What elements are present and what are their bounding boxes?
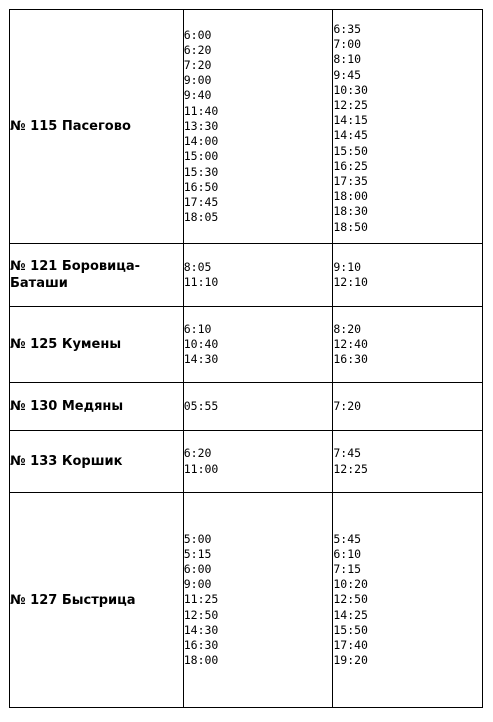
route-name-line: № 133 Коршик [10,454,123,469]
route-name-line: Баташи [10,276,68,291]
route-name-line: № 127 Быстрица [10,592,136,608]
route-row-133 [10,431,483,493]
return-times-cell [333,307,483,383]
time-entry: 10:40 [183,336,219,351]
departure-times-cell [183,244,333,307]
time-entry: 14:15 [333,113,368,128]
route-name-cell [10,244,184,307]
route-row-130 [10,383,483,431]
time-entry: 9:00 [183,577,212,592]
time-entry: 19:20 [333,653,368,668]
time-entry: 9:45 [333,67,362,82]
time-entry: 17:35 [333,174,368,189]
route-name-line: № 130 Медяны [10,399,124,414]
time-entry: 15:50 [333,622,368,637]
time-entry: 14:30 [183,622,219,637]
return-times-cell [333,431,483,493]
departure-times-cell [183,431,333,493]
time-entry: 13:30 [183,118,219,133]
time-entry: 9:00 [183,73,212,88]
time-entry: 14:30 [183,352,219,367]
time-entry: 9:40 [183,88,212,103]
time-entry: 05:55 [183,398,219,413]
time-entry: 6:10 [183,321,212,336]
time-entry: 15:00 [183,149,219,164]
route-name-cell [10,307,184,383]
time-entry: 16:30 [333,352,368,367]
time-entry: 7:15 [333,561,362,576]
time-entry: 10:20 [333,577,368,592]
time-entry: 15:50 [333,143,368,158]
time-entry: 6:35 [333,22,362,36]
return-times-cell [333,383,483,431]
time-entry: 17:45 [183,194,219,209]
time-entry: 11:10 [183,275,219,289]
time-entry: 12:25 [333,98,368,113]
route-name-line: № 115 Пасегово [10,119,131,134]
time-entry: 18:30 [333,204,368,219]
time-entry: 14:45 [333,128,368,143]
time-entry: 18:00 [333,189,368,204]
time-entry: 6:10 [333,546,362,561]
time-entry: 16:50 [183,179,219,194]
route-row-125 [10,307,483,383]
time-entry: 16:25 [333,158,368,173]
time-entry: 18:50 [333,219,368,234]
time-entry: 18:00 [183,653,219,668]
route-row-115 [10,10,483,244]
time-entry: 5:15 [183,546,212,561]
time-entry: 14:25 [333,607,368,622]
time-entry: 12:10 [333,275,368,289]
time-entry: 15:30 [183,164,219,179]
return-times-cell [333,493,483,708]
time-entry: 8:05 [183,259,212,274]
time-entry: 7:45 [333,446,362,461]
departure-times-cell [183,307,333,383]
time-entry: 8:10 [333,52,362,67]
time-entry: 6:20 [183,446,212,461]
route-name-cell [10,493,184,708]
time-entry: 14:00 [183,134,219,149]
time-entry: 7:00 [333,37,362,52]
route-row-121 [10,244,483,307]
time-entry: 5:00 [183,531,212,546]
time-entry: 9:10 [333,259,362,274]
departure-times-cell [183,383,333,431]
route-name-cell [10,10,184,244]
route-name-cell [10,431,184,493]
route-row-127 [10,493,483,708]
time-entry: 12:40 [333,336,368,351]
time-entry: 11:25 [183,592,219,607]
time-entry: 17:40 [333,638,368,652]
time-entry: 6:20 [183,42,212,57]
return-times-cell [333,244,483,307]
bus-schedule-table [9,9,483,708]
time-entry: 16:30 [183,638,219,652]
return-times-cell [333,10,483,244]
time-entry: 12:25 [333,461,368,476]
time-entry: 12:50 [183,607,219,622]
time-entry: 7:20 [333,398,362,413]
time-entry: 5:45 [333,531,362,546]
time-entry: 7:20 [183,58,212,73]
time-entry: 12:50 [333,592,368,607]
time-entry: 10:30 [333,82,368,97]
time-entry: 6:00 [183,27,212,42]
time-entry: 18:05 [183,210,219,225]
departure-times-cell [183,10,333,244]
departure-times-cell [183,493,333,708]
time-entry: 11:00 [183,461,219,476]
route-name-line: № 121 Боровица- [10,259,141,274]
route-name-line: № 125 Кумены [10,337,122,352]
time-entry: 11:40 [183,103,219,118]
route-name-cell [10,383,184,431]
time-entry: 8:20 [333,321,362,336]
time-entry: 6:00 [183,561,212,576]
